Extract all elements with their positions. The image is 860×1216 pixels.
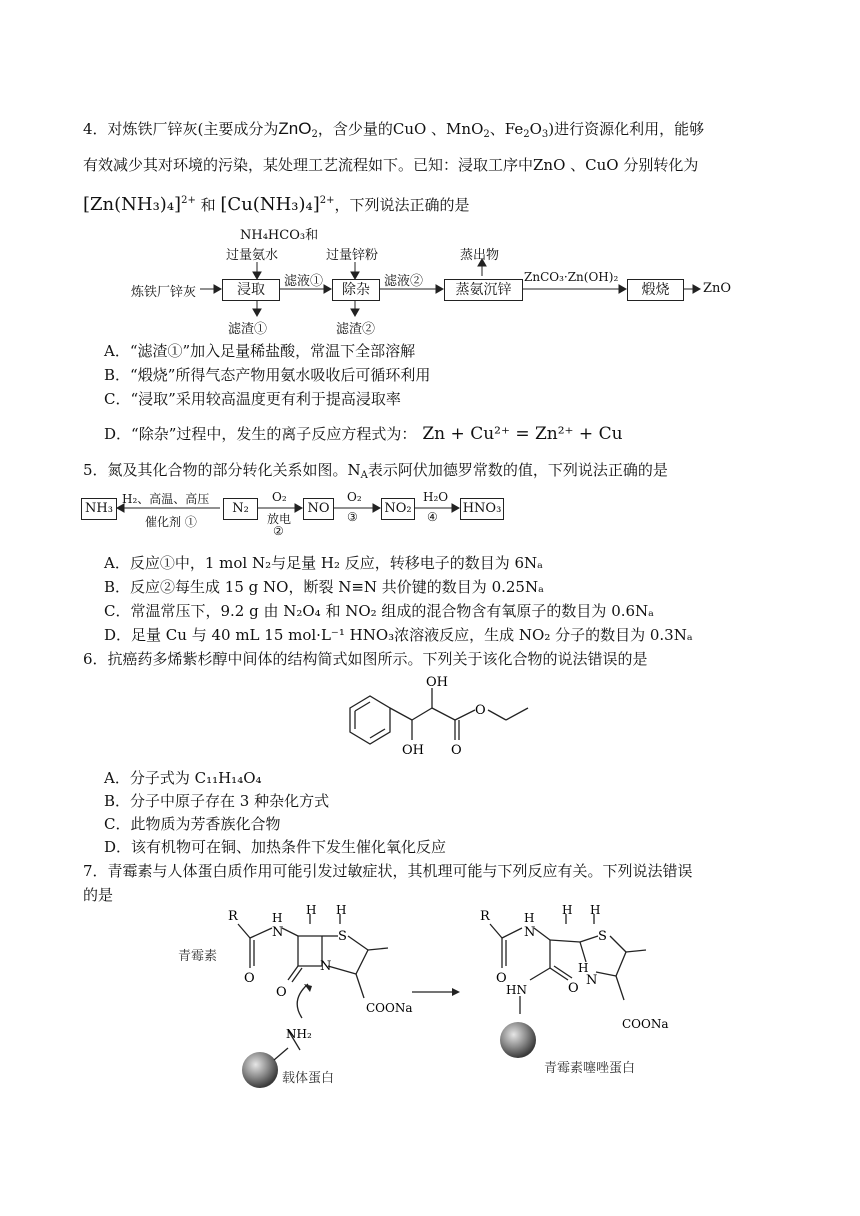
nh2-label: NH₂ — [286, 1027, 312, 1041]
cond1-top: H₂、高温、高压 — [122, 492, 210, 506]
nh-n-left: N — [272, 925, 284, 940]
box-hno3: HNO₃ — [460, 498, 504, 520]
q6-structure — [320, 668, 550, 768]
lactam-o: O — [276, 985, 287, 1000]
coona-right: COONa — [622, 1017, 669, 1031]
nh-h-left: H — [272, 911, 283, 925]
q4-option-a: A．“滤渣①”加入足量稀盐酸，常温下全部溶解 — [104, 342, 416, 360]
q6-stem: 6．抗癌药多烯紫杉醇中间体的结构简式如图所示。下列关于该化合物的说法错误的是 — [83, 650, 648, 668]
cond1-bottom: 催化剂 ① — [145, 515, 197, 529]
h-left-2: H — [336, 903, 347, 917]
box-no2: NO₂ — [381, 498, 415, 520]
q4-option-d: D．“除杂”过程中，发生的离子反应方程式为： Zn + Cu²⁺ = Zn²⁺ + Cu — [104, 424, 623, 444]
q7-reaction-scheme — [170, 900, 700, 1100]
s-left: S — [338, 929, 347, 944]
q5-stem: 5．氮及其化合物的部分转化关系如图。$N_A$表示阿伏加德罗常数的值，下列说法正确的是 — [83, 461, 668, 481]
ester-o: O — [475, 703, 486, 718]
q5-option-a: A．反应①中，1 mol N₂与足量 H₂ 反应，转移电子的数目为 6Nₐ — [104, 554, 543, 572]
step-leach: 浸取 — [222, 279, 280, 301]
oh-top: OH — [426, 675, 448, 690]
r-group-left: R — [228, 909, 238, 924]
amide-o-right-2: O — [568, 981, 579, 996]
box-n2: N₂ — [223, 498, 258, 520]
q6-option-b: B．分子中原子存在 3 种杂化方式 — [104, 792, 330, 810]
product-zno: ZnO — [703, 281, 732, 296]
q6-option-c: C．此物质为芳香族化合物 — [104, 815, 281, 833]
protein-ball-right — [500, 1022, 536, 1058]
step-purify: 除杂 — [332, 279, 380, 301]
reagent-ammonia: 过量氨水 — [226, 248, 279, 263]
cond4-top: H₂O — [423, 490, 449, 504]
q6-option-d: D．该有机物可在铜、加热条件下发生催化氧化反应 — [104, 838, 447, 856]
n-thiazolidine: N — [586, 973, 598, 988]
box-no: NO — [303, 498, 334, 520]
box-nh3: NH₃ — [81, 498, 117, 520]
r-group-right: R — [480, 909, 490, 924]
step-calcine: 煅烧 — [627, 279, 684, 301]
cond2-bottom: ② — [273, 524, 284, 538]
q7-stem-line1: 7．青霉素与人体蛋白质作用可能引发过敏症状，其机理可能与下列反应有关。下列说法错误 — [83, 862, 693, 880]
q5-option-b: B．反应②每生成 15 g NO，断裂 N≡N 共价键的数目为 0.25Nₐ — [104, 578, 544, 596]
q5-option-c: C．常温常压下，9.2 g 由 N₂O₄ 和 NO₂ 组成的混合物含有氧原子的数目为 0.6Nₐ — [104, 602, 654, 620]
nh-n-right: N — [524, 925, 536, 940]
h-right-2: H — [590, 903, 601, 917]
intermediate-label: ZnCO₃·Zn(OH)₂ — [524, 270, 619, 284]
residue-1: 滤渣① — [228, 322, 268, 337]
carbonyl-o: O — [451, 743, 462, 758]
cond3-bottom: ③ — [347, 510, 358, 524]
n-ring-left: N — [320, 959, 332, 974]
q7-stem-line2: 的是 — [83, 886, 114, 904]
oh-bottom: OH — [402, 743, 424, 758]
q4-stem-line2: 有效减少其对环境的污染，某处理工艺流程如下。已知：浸取工序中ZnO 、CuO 分别转化为 — [83, 156, 699, 174]
q4-stem-line1: 4．对炼铁厂锌灰(主要成分为ZnO$_2$，含少量的CuO 、MnO$_2$、$Fe_2O_3$)进行资源化利用，能够 — [83, 119, 705, 140]
cond2-top: O₂ — [272, 490, 287, 504]
s-right: S — [598, 929, 607, 944]
reagent-nh4hco3: NH₄HCO₃和 — [240, 228, 319, 243]
h-thiazolidine: H — [578, 961, 589, 975]
hn-label: HN — [506, 983, 527, 997]
q5-option-d: D．足量 Cu 与 40 mL 15 mol·L⁻¹ HNO₃浓溶液反应，生成 NO₂ 分子的数目为 0.3Nₐ — [104, 626, 693, 644]
cond4-bottom: ④ — [427, 510, 438, 524]
reagent-zinc: 过量锌粉 — [326, 248, 379, 263]
filtrate-2: 滤液② — [384, 274, 424, 289]
nh-h-right: H — [524, 911, 535, 925]
q4-option-c: C．“浸取”采用较高温度更有利于提高浸取率 — [104, 390, 401, 408]
h-right-1: H — [562, 903, 573, 917]
filtrate-1: 滤液① — [284, 274, 324, 289]
q4-stem-line3: $[Zn(NH_3)_4]^{2+}$ 和 $[Cu(NH_3)_4]^{2+}$，下列说法正确的是 — [83, 194, 470, 215]
start-material: 炼铁厂锌灰 — [131, 285, 197, 300]
vapor-label: 蒸出物 — [460, 248, 500, 263]
cond3-top: O₂ — [347, 490, 362, 504]
coona-left: COONa — [366, 1001, 413, 1015]
amide-o-right: O — [496, 971, 507, 986]
carrier-protein-label: 载体蛋白 — [282, 1071, 335, 1086]
amide-o-left: O — [244, 971, 255, 986]
penicillin-label: 青霉素 — [178, 949, 218, 964]
cond2-mid: 放电 — [267, 512, 292, 526]
q6-option-a: A．分子式为 C₁₁H₁₄O₄ — [104, 769, 262, 787]
product-label: 青霉素噻唑蛋白 — [544, 1061, 636, 1076]
residue-2: 滤渣② — [336, 322, 376, 337]
carrier-protein-ball — [242, 1052, 278, 1088]
h-left-1: H — [306, 903, 317, 917]
q4-option-b: B．“煅烧”所得气态产物用氨水吸收后可循环利用 — [104, 366, 431, 384]
step-precipitate: 蒸氨沉锌 — [444, 279, 523, 301]
